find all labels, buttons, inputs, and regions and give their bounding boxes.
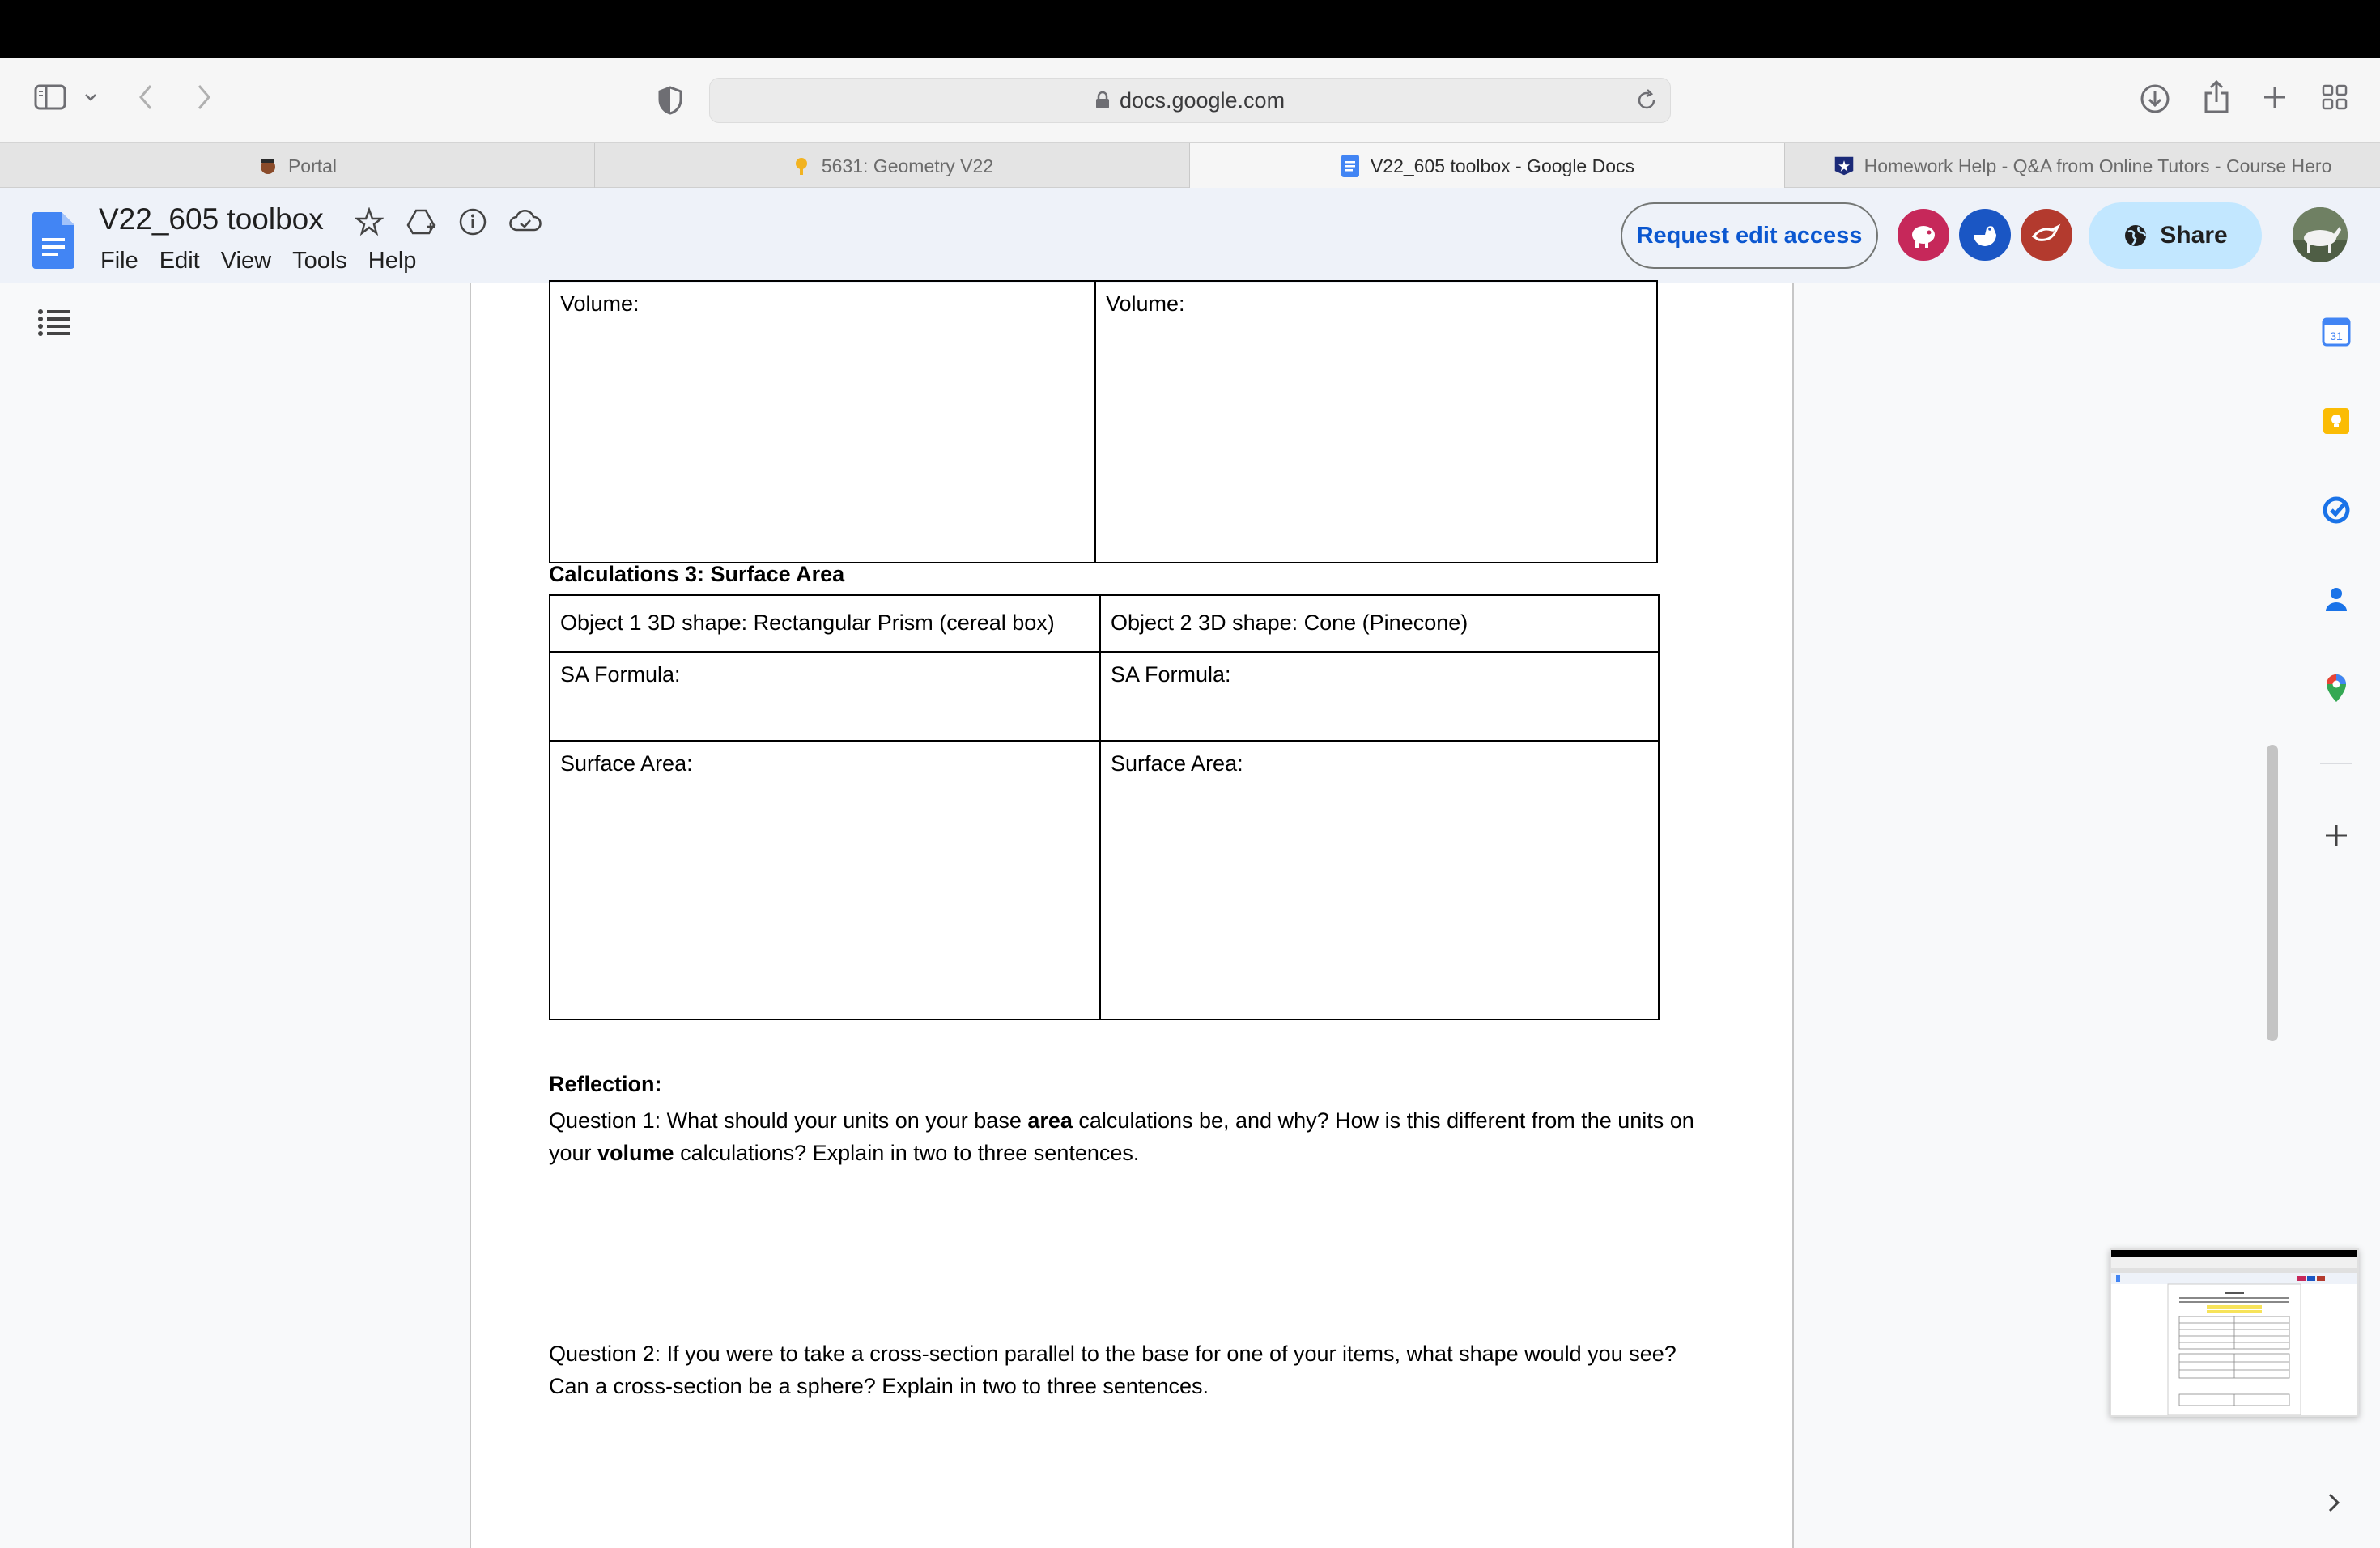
sa-formula-cell-left[interactable]: SA Formula: [550, 652, 1100, 741]
docs-favicon-icon [1340, 155, 1361, 176]
document-title[interactable]: V22_605 toolbox [99, 202, 324, 236]
chevron-down-icon[interactable] [81, 87, 100, 107]
docs-logo-icon[interactable] [31, 212, 76, 269]
tab-overview-icon[interactable] [2320, 83, 2349, 112]
calculations-3-heading: Calculations 3: Surface Area [549, 562, 845, 586]
menu-tools[interactable]: Tools [292, 248, 347, 274]
tab-portal[interactable]: Portal [0, 143, 595, 189]
maps-icon[interactable] [2315, 667, 2357, 709]
menu-bar [100, 248, 437, 274]
document-info-icon[interactable] [458, 207, 487, 236]
back-icon[interactable] [133, 81, 159, 113]
collaborator-avatar[interactable] [1898, 209, 1949, 261]
chevron-right-icon[interactable] [2322, 1488, 2346, 1517]
surface-area-cell-left[interactable]: Surface Area: [550, 741, 1100, 1019]
add-to-drive-icon[interactable] [406, 207, 436, 236]
new-tab-icon[interactable] [2260, 83, 2289, 112]
menu-file[interactable]: File [100, 248, 138, 274]
tab-bar [0, 142, 2380, 188]
share-button[interactable] [2089, 202, 2262, 269]
url-text: docs.google.com [1119, 87, 1286, 113]
volume-cell-right[interactable]: Volume: [1095, 281, 1657, 563]
docs-header [0, 188, 2380, 283]
tab-course-hero[interactable]: Homework Help - Q&A from Online Tutors - Course Hero [1785, 143, 2380, 189]
volume-table [549, 280, 1658, 563]
calendar-icon[interactable] [2315, 311, 2357, 353]
collaborator-avatar[interactable] [2021, 209, 2072, 261]
reflection-heading: Reflection: [549, 1072, 662, 1096]
course-hero-favicon-icon [1834, 155, 1855, 176]
tab-google-docs[interactable]: V22_605 toolbox - Google Docs [1190, 143, 1785, 189]
document-outline-icon[interactable] [37, 308, 71, 337]
request-edit-access-button[interactable]: Request edit access [1621, 202, 1878, 269]
share-label: Share [2160, 222, 2228, 249]
menu-help[interactable]: Help [368, 248, 417, 274]
account-avatar[interactable] [2293, 207, 2348, 262]
contacts-icon[interactable] [2315, 578, 2357, 620]
menu-view[interactable]: View [220, 248, 272, 274]
side-divider [2320, 763, 2352, 764]
cloud-status-icon[interactable] [508, 207, 542, 236]
volume-cell-left[interactable]: Volume: [550, 281, 1095, 563]
address-bar[interactable] [709, 78, 1671, 123]
globe-icon [2123, 223, 2148, 249]
sa-formula-cell-right[interactable]: SA Formula: [1100, 652, 1659, 741]
geometry-favicon-icon [791, 155, 812, 176]
keep-icon[interactable] [2315, 400, 2357, 442]
share-sheet-icon[interactable] [2200, 79, 2233, 115]
collaborator-avatar[interactable] [1959, 209, 2011, 261]
question-2-text: Question 2: If you were to take a cross-section parallel to the base for one of your items, what shape would you see? Can a cross-section be a sphere? Explain in two to three sentences. [549, 1342, 1677, 1398]
question-1-text: Question 1: What should your units on your base area calculations be, and why? How is this different from the units on your volume calculations? Explain in two to three sentences. [549, 1108, 1694, 1165]
forward-icon[interactable] [191, 81, 217, 113]
tab-geometry[interactable]: 5631: Geometry V22 [595, 143, 1190, 189]
vertical-scrollbar[interactable] [2267, 745, 2278, 1041]
menu-edit[interactable]: Edit [159, 248, 200, 274]
sidebar-toggle-icon[interactable] [32, 83, 68, 112]
downloads-icon[interactable] [2139, 83, 2171, 115]
privacy-shield-icon[interactable] [656, 84, 685, 117]
screenshot-thumbnail[interactable] [2110, 1248, 2359, 1417]
browser-toolbar [0, 58, 2380, 142]
screen-top-bar [0, 0, 2380, 58]
document-page[interactable] [470, 283, 1794, 1548]
star-icon[interactable] [355, 207, 384, 236]
object2-shape-cell[interactable]: Object 2 3D shape: Cone (Pinecone) [1100, 595, 1659, 652]
add-icon[interactable] [2315, 814, 2357, 857]
surface-area-table [549, 594, 1660, 1020]
reload-icon[interactable] [1634, 88, 1659, 113]
svg-text:31: 31 [2330, 330, 2343, 342]
tasks-icon[interactable] [2315, 489, 2357, 531]
lock-icon [1095, 91, 1110, 109]
portal-favicon-icon [257, 155, 278, 176]
surface-area-cell-right[interactable]: Surface Area: [1100, 741, 1659, 1019]
object1-shape-cell[interactable]: Object 1 3D shape: Rectangular Prism (cereal box) [550, 595, 1100, 652]
